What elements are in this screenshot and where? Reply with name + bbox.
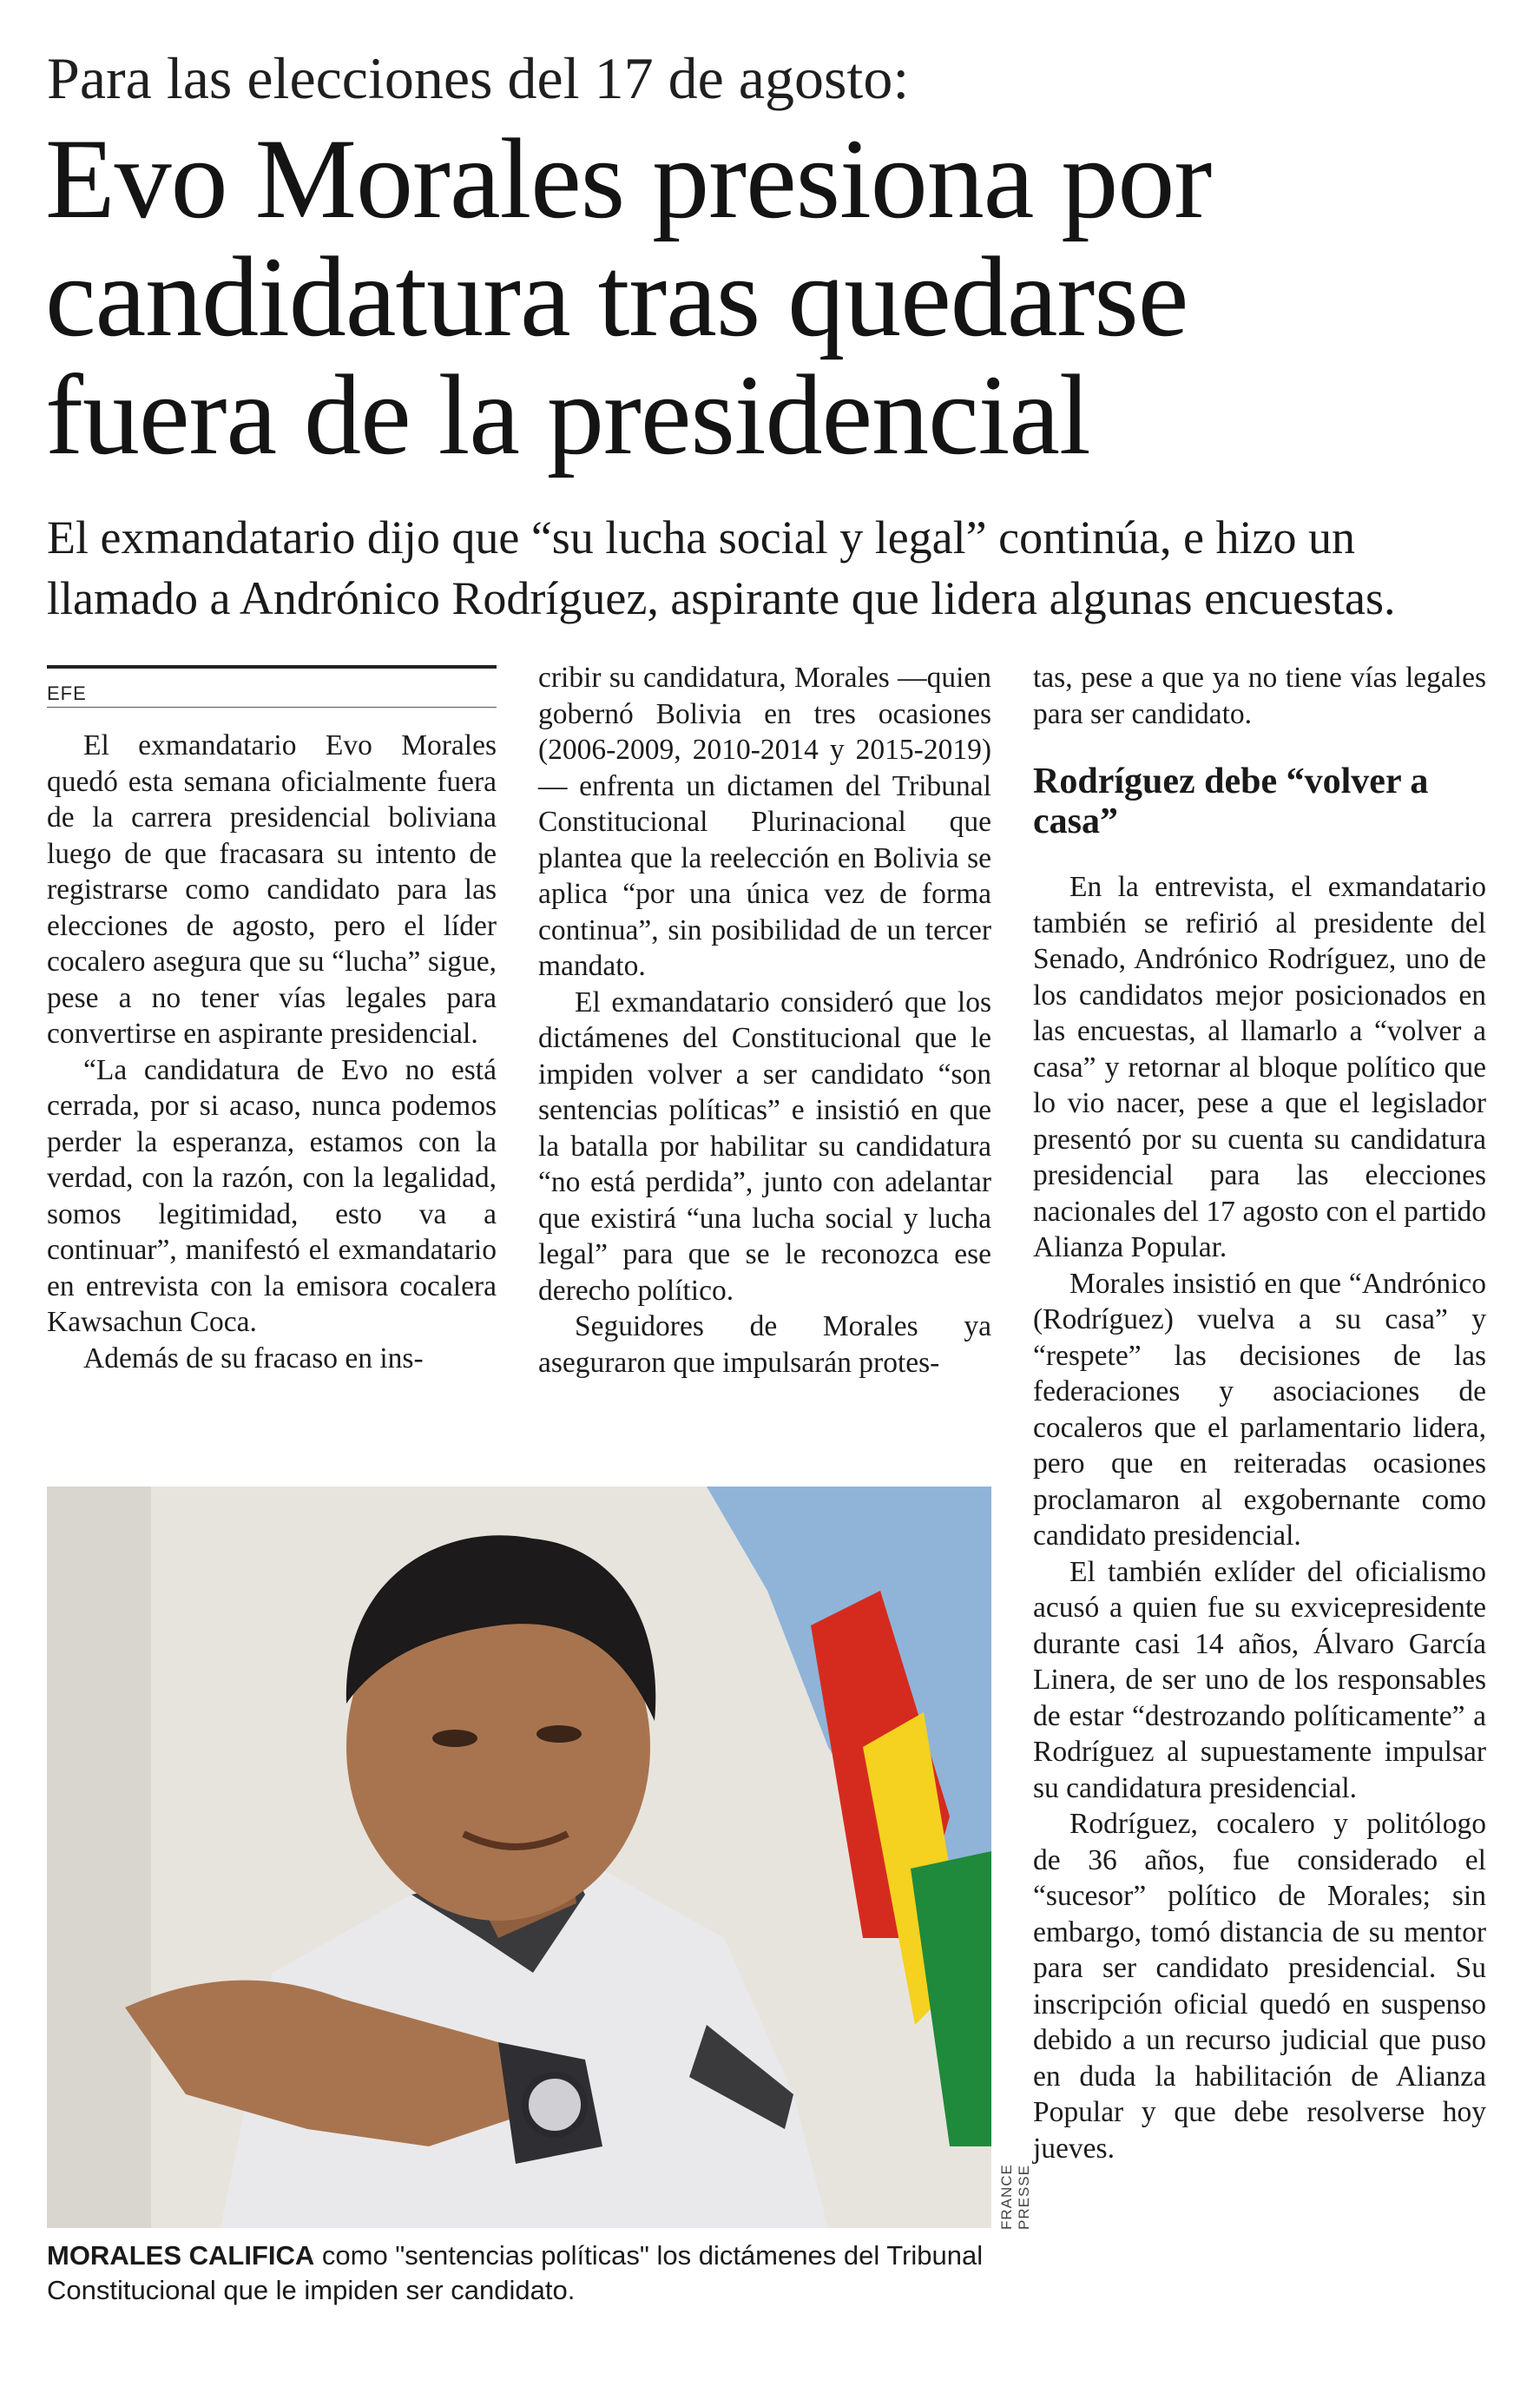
byline-bottom-rule: [47, 707, 497, 708]
paragraph: cribir su candidatura, Morales —quien gobernó Bolivia en tres ocasiones (2006-2009, 2010-2014 y 2015-2019)— enfrenta un dictamen del Tribunal Constitucional Plurinacional que plantea que la reelección en Bolivia se aplica “por una única vez de forma continua”, sin posibilidad de un tercer mandato.: [538, 662, 991, 982]
photo-credit: FRANCE PRESSE: [998, 2164, 1032, 2230]
article-headline: [45, 115, 1521, 478]
headline-line: fuera de la presidencial: [45, 351, 1090, 478]
paragraph: Además de su fracaso en ins-: [83, 1342, 424, 1374]
paragraph: El exmandatario consideró que los dictámenes del Constitucional que le impiden volver a ser candidato “son sentencias políticas” e insistió en que la batalla por habilitar su candidatura “no está perdida”, junto con adelantar que existirá “una lucha social y lucha legal” para que se le reconozca ese derecho político.: [538, 986, 991, 1307]
paragraph: El también exlíder del oficialismo acusó a quien fue su exvicepresidente durante casi 14 años, Álvaro García Linera, de ser uno de los responsables de estar “destrozando políticamente” a Rodríguez al supuestamente impulsar su candidatura presidencial.: [1033, 1555, 1486, 1804]
article-photo: [47, 1487, 991, 2228]
text-column-1: [47, 728, 497, 1376]
caption-text: como "sentencias políticas" los dictámenes del Tribunal Constitucional que le impiden ser candidato.: [47, 2240, 984, 2305]
text-column-3: [1033, 660, 1486, 2166]
paragraph: Morales insistió en que “Andrónico (Rodríguez) vuelva a su casa” y “respete” las decisiones de las federaciones y asociaciones de cocaleros que el parlamentario lidera, pero que en reiteradas ocasiones proclamaron al exgobernante como candidato presidencial.: [1033, 1267, 1486, 1552]
deck-line: llamado a Andrónico Rodríguez, aspirante que lidera algunas encuestas.: [47, 572, 1396, 624]
deck-line: El exmandatario dijo que “su lucha social y legal” continúa, e hizo un: [47, 511, 1355, 564]
byline-agency: EFE: [47, 682, 87, 704]
headline-line: Evo Morales presiona por: [45, 115, 1212, 242]
section-subhead: Rodríguez debe “volver a casa”: [1033, 761, 1429, 841]
paragraph: “La candidatura de Evo no está cerrada, por si acaso, nunca podemos perder la esperanza, estamos con la verdad, con la razón, con la legalidad, somos legitimidad, esto va a continuar”, manifestó el exmandatario en entrevista con la emisora cocalera Kawsachun Coca.: [47, 1053, 497, 1338]
text-column-2: [538, 660, 991, 1381]
paragraph: Seguidores de Morales ya aseguraron que impulsarán protes-: [538, 1310, 991, 1379]
photo-caption: [47, 2238, 993, 2308]
portrait-photo-illustration: [47, 1487, 991, 2228]
headline-line: candidatura tras quedarse: [45, 233, 1188, 360]
article-deck: [47, 507, 1523, 629]
byline-top-rule: [47, 665, 497, 669]
paragraph: Rodríguez, cocalero y politólogo de 36 años, fue considerado el “sucesor” político de Morales; sin embargo, tomó distancia de su mentor para ser candidato presidencial. Su inscripción oficial quedó en suspenso debido a un recurso judicial que puso en duda la habilitación de Alianza Popular y que debe resolverse hoy jueves.: [1033, 1808, 1486, 2165]
article-kicker: Para las elecciones del 17 de agosto:: [47, 45, 910, 111]
paragraph: En la entrevista, el exmandatario también se refirió al presidente del Senado, Andrónico Rodríguez, uno de los candidatos mejor posicionados en las encuestas, al llamarlo a “volver a casa” y retornar al bloque político que lo vio nacer, pese a que el legislador presentó por su cuenta su candidatura presidencial para las elecciones nacionales del 17 agosto con el partido Alianza Popular.: [1033, 871, 1486, 1263]
caption-lead: MORALES CALIFICA: [47, 2240, 315, 2271]
paragraph: El exmandatario Evo Morales quedó esta semana oficialmente fuera de la carrera presidencial boliviana luego de que fracasara su intento de registrarse como candidato para las elecciones de agosto, pero el líder cocalero asegura que su “lucha” sigue, pese a no tener vías legales para convertirse en aspirante presidencial.: [47, 729, 497, 1050]
paragraph: tas, pese a que ya no tiene vías legales para ser candidato.: [1033, 662, 1486, 730]
